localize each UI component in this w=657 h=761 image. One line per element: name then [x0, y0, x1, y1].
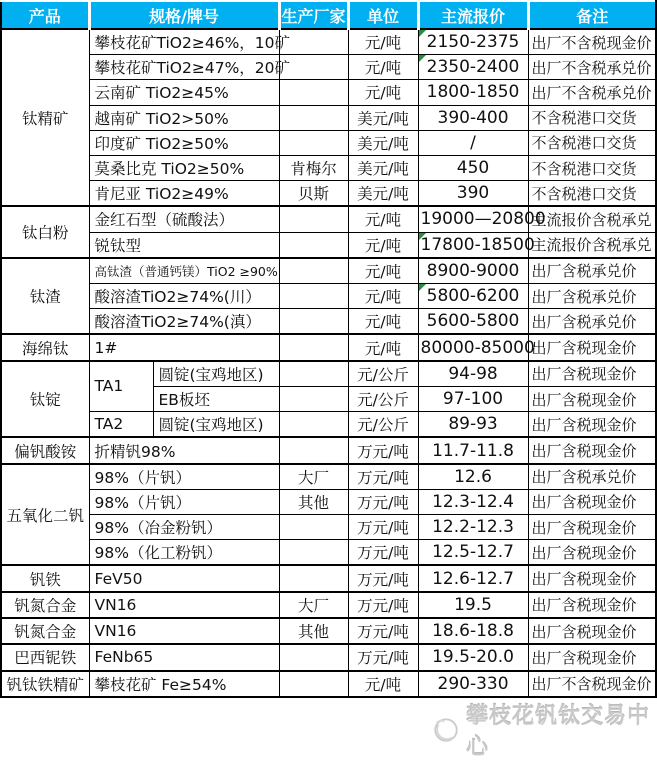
table-row	[1, 334, 656, 360]
cell-price	[418, 412, 528, 438]
cell-note: 不含税港口交货	[528, 130, 656, 155]
price-value: 290-330	[437, 673, 509, 694]
cell-note: 出厂含税现金价	[528, 489, 656, 514]
price-value: 19.5-20.0	[432, 647, 514, 668]
cell-note: 出厂含税现金价	[528, 412, 656, 438]
col-header-maker: 生产厂家	[279, 1, 348, 29]
cell-spec-grade: TA1	[89, 361, 153, 412]
cell-spec-shape: 圆锭(宝鸡地区)	[153, 412, 279, 438]
cell-product: 钒氮合金	[1, 592, 89, 618]
price-value: 19000—20800	[420, 209, 546, 230]
price-value: 12.6-12.7	[432, 568, 514, 589]
table-row	[1, 644, 656, 670]
cell-maker: 大厂	[279, 592, 348, 618]
cell-unit: 元/吨	[348, 258, 418, 284]
cell-note: 出厂含税现金价	[528, 361, 656, 387]
cell-unit: 元/吨	[348, 671, 418, 697]
table-row	[1, 515, 656, 540]
cell-price	[418, 284, 528, 309]
price-value: /	[470, 132, 476, 153]
cell-unit: 美元/吨	[348, 181, 418, 207]
cell-unit: 元/公斤	[348, 412, 418, 438]
comment-flag-icon	[419, 284, 426, 291]
price-value: 390-400	[437, 107, 509, 128]
col-header-note: 备注	[528, 1, 656, 29]
cell-price	[418, 29, 528, 55]
cell-note: 出厂含税现金价	[528, 334, 656, 360]
cell-unit: 万元/吨	[348, 464, 418, 490]
cell-product: 钛锭	[1, 361, 89, 438]
table-row	[1, 540, 656, 566]
table-row	[1, 80, 656, 105]
cell-unit: 万元/吨	[348, 644, 418, 670]
cell-maker	[279, 232, 348, 258]
col-header-unit: 单位	[348, 1, 418, 29]
cell-maker	[279, 361, 348, 387]
header-row	[1, 1, 656, 29]
cell-maker: 肯梅尔	[279, 155, 348, 180]
cell-maker	[279, 105, 348, 130]
table-row	[1, 671, 656, 697]
cell-spec: 越南矿 TiO2>50%	[89, 105, 279, 130]
cell-product: 钒氮合金	[1, 618, 89, 644]
table-row	[1, 618, 656, 644]
cell-spec: 印度矿 TiO2≥50%	[89, 130, 279, 155]
cell-note: 出厂含税现金价	[528, 540, 656, 566]
table-row	[1, 361, 656, 387]
cell-note: 出厂含税现金价	[528, 618, 656, 644]
cell-note: 主流报价含税承兑	[528, 206, 656, 232]
comment-flag-icon	[419, 30, 426, 37]
cell-spec: FeNb65	[89, 644, 279, 670]
cell-note: 不含税港口交货	[528, 105, 656, 130]
cell-maker: 大厂	[279, 464, 348, 490]
cell-spec: VN16	[89, 592, 279, 618]
cell-spec-grade: TA2	[89, 412, 153, 438]
cell-spec: 折精钒98%	[89, 437, 279, 463]
swirl-globe-icon	[432, 716, 460, 744]
cell-price	[418, 361, 528, 387]
price-value: 8900-9000	[426, 260, 520, 281]
col-header-price: 主流报价	[418, 1, 528, 29]
table-row	[1, 155, 656, 180]
table-row	[1, 232, 656, 258]
cell-note: 出厂含税现金价	[528, 644, 656, 670]
cell-spec: 攀枝花矿TiO2≥47%，20矿	[89, 55, 279, 80]
cell-unit: 元/吨	[348, 284, 418, 309]
cell-maker	[279, 412, 348, 438]
cell-note: 出厂含税现金价	[528, 592, 656, 618]
table-row	[1, 412, 656, 438]
cell-spec: 98%（冶金粉钒）	[89, 515, 279, 540]
table-row	[1, 130, 656, 155]
cell-spec: 高钛渣（普通钙镁）TiO2 ≥90%	[89, 258, 279, 284]
cell-product: 钛渣	[1, 258, 89, 335]
price-value: 18.6-18.8	[432, 621, 514, 642]
price-value: 97-100	[442, 389, 504, 410]
cell-price	[418, 155, 528, 180]
cell-spec: 1#	[89, 334, 279, 360]
cell-spec: FeV50	[89, 565, 279, 591]
price-value: 94-98	[448, 363, 498, 384]
cell-price	[418, 515, 528, 540]
cell-spec: 锐钛型	[89, 232, 279, 258]
price-value: 12.2-12.3	[432, 517, 514, 538]
table-row	[1, 206, 656, 232]
cell-note: 出厂不含税承兑价	[528, 80, 656, 105]
cell-maker	[279, 515, 348, 540]
cell-price	[418, 464, 528, 490]
cell-note: 不含税港口交货	[528, 155, 656, 180]
watermark	[432, 699, 655, 761]
cell-spec: 98%（片钒）	[89, 464, 279, 490]
price-value: 2350-2400	[426, 57, 520, 78]
cell-unit: 万元/吨	[348, 565, 418, 591]
cell-unit: 元/公斤	[348, 361, 418, 387]
price-value: 89-93	[448, 414, 498, 435]
table-header	[1, 1, 656, 29]
cell-product: 钒钛铁精矿	[1, 671, 89, 697]
cell-unit: 万元/吨	[348, 618, 418, 644]
cell-price	[418, 181, 528, 207]
cell-note: 不含税港口交货	[528, 181, 656, 207]
cell-price	[418, 206, 546, 232]
cell-spec: 98%（片钒）	[89, 489, 279, 514]
table-row	[1, 29, 656, 55]
cell-spec: VN16	[89, 618, 279, 644]
col-header-spec: 规格/牌号	[89, 1, 279, 29]
cell-product: 钒铁	[1, 565, 89, 591]
table-row	[1, 464, 656, 490]
price-table-body	[1, 29, 656, 697]
cell-spec-shape: EB板坯	[153, 386, 279, 411]
cell-product: 五氧化二钒	[1, 464, 89, 566]
cell-price	[418, 55, 528, 80]
cell-price	[418, 540, 528, 566]
cell-unit: 万元/吨	[348, 437, 418, 463]
cell-unit: 元/吨	[348, 29, 418, 55]
cell-maker	[279, 671, 348, 697]
price-value: 12.3-12.4	[432, 491, 514, 512]
cell-spec: 攀枝花矿TiO2≥46%，10矿	[89, 29, 279, 55]
price-value: 17800-18500	[420, 234, 535, 255]
col-header-product: 产品	[1, 1, 89, 29]
cell-maker: 其他	[279, 489, 348, 514]
price-value: 12.6	[454, 466, 492, 487]
cell-price	[418, 565, 528, 591]
table-row	[1, 437, 656, 463]
cell-maker	[279, 386, 348, 411]
cell-unit: 元/吨	[348, 80, 418, 105]
table-row	[1, 258, 656, 284]
cell-price	[418, 386, 528, 411]
cell-unit: 元/吨	[348, 309, 418, 335]
table-row	[1, 309, 656, 335]
cell-price	[418, 489, 528, 514]
table-row	[1, 284, 656, 309]
cell-unit: 元/吨	[348, 55, 418, 80]
cell-note: 出厂不含税承兑价	[528, 55, 656, 80]
watermark-text: 攀枝花钒钛交易中心	[466, 704, 651, 760]
cell-spec: 98%（化工粉钒）	[89, 540, 279, 566]
cell-price	[418, 258, 528, 284]
cell-note: 主流报价含税承兑	[528, 232, 656, 258]
cell-unit: 美元/吨	[348, 130, 418, 155]
cell-unit: 元/吨	[348, 334, 418, 360]
cell-product: 钛白粉	[1, 206, 89, 257]
cell-note: 出厂含税承兑价	[528, 284, 656, 309]
cell-unit: 元/吨	[348, 232, 418, 258]
cell-note: 出厂不含税现金价	[528, 29, 656, 55]
table-row	[1, 489, 656, 514]
cell-maker	[279, 130, 348, 155]
cell-unit: 美元/吨	[348, 105, 418, 130]
cell-spec: 酸溶渣TiO2≥74%(滇）	[89, 309, 279, 335]
table-row	[1, 55, 656, 80]
price-value: 11.7-11.8	[432, 440, 514, 461]
price-value: 450	[456, 158, 490, 178]
cell-price	[418, 334, 535, 360]
cell-note: 出厂含税承兑价	[528, 258, 656, 284]
cell-spec: 攀枝花矿 Fe≥54%	[89, 671, 279, 697]
comment-flag-icon	[419, 55, 426, 62]
cell-price	[418, 644, 528, 670]
cell-spec: 莫桑比克 TiO2≥50%	[89, 155, 279, 180]
cell-price	[418, 105, 528, 130]
cell-maker	[279, 334, 348, 360]
price-value: 1800-1850	[426, 82, 520, 103]
cell-spec: 肯尼亚 TiO2≥49%	[89, 181, 279, 207]
cell-maker	[279, 206, 348, 232]
cell-unit: 元/吨	[348, 206, 418, 232]
cell-product: 海绵钛	[1, 334, 89, 360]
cell-spec-shape: 圆锭(宝鸡地区)	[153, 361, 279, 387]
cell-maker	[279, 258, 348, 284]
cell-maker	[279, 540, 348, 566]
cell-note: 出厂含税现金价	[528, 386, 656, 411]
cell-maker: 其他	[279, 618, 348, 644]
cell-note: 出厂含税现金价	[528, 565, 656, 591]
cell-spec: 金红石型（硫酸法）	[89, 206, 279, 232]
cell-unit: 万元/吨	[348, 515, 418, 540]
comment-flag-icon	[419, 233, 426, 240]
cell-price	[418, 592, 528, 618]
cell-spec: 云南矿 TiO2≥45%	[89, 80, 279, 105]
cell-product: 钛精矿	[1, 29, 89, 206]
cell-maker: 贝斯	[279, 181, 348, 207]
cell-product: 巴西铌铁	[1, 644, 89, 670]
cell-note: 出厂含税承兑价	[528, 464, 656, 490]
cell-unit: 万元/吨	[348, 592, 418, 618]
price-value: 5600-5800	[426, 311, 520, 332]
cell-product: 偏钒酸铵	[1, 437, 89, 463]
cell-price	[418, 80, 528, 105]
cell-spec: 酸溶渣TiO2≥74%(川）	[89, 284, 279, 309]
cell-maker	[279, 565, 348, 591]
cell-maker	[279, 437, 348, 463]
cell-note: 出厂不含税现金价	[528, 671, 656, 697]
price-value: 12.5-12.7	[432, 542, 514, 563]
cell-maker	[279, 284, 348, 309]
price-value: 2150-2375	[426, 32, 520, 53]
price-value: 390	[456, 183, 490, 204]
table-row	[1, 181, 656, 207]
cell-price	[418, 130, 528, 155]
cell-unit: 万元/吨	[348, 540, 418, 566]
table-row	[1, 565, 656, 591]
cell-note: 出厂含税现金价	[528, 515, 656, 540]
price-value: 80000-85000	[420, 337, 535, 358]
price-value: 5800-6200	[426, 286, 520, 307]
cell-price	[418, 232, 535, 258]
cell-maker	[279, 644, 348, 670]
cell-maker	[279, 80, 348, 105]
cell-price	[418, 309, 528, 335]
cell-maker	[279, 309, 348, 335]
price-value: 19.5	[454, 594, 492, 615]
table-row	[1, 592, 656, 618]
cell-price	[418, 618, 528, 644]
cell-note: 出厂含税现金价	[528, 437, 656, 463]
cell-unit: 元/公斤	[348, 386, 418, 411]
table-row	[1, 105, 656, 130]
cell-price	[418, 437, 528, 463]
cell-unit: 美元/吨	[348, 155, 418, 180]
cell-price	[418, 671, 528, 697]
cell-unit: 万元/吨	[348, 489, 418, 514]
cell-note: 出厂含税承兑价	[528, 309, 656, 335]
